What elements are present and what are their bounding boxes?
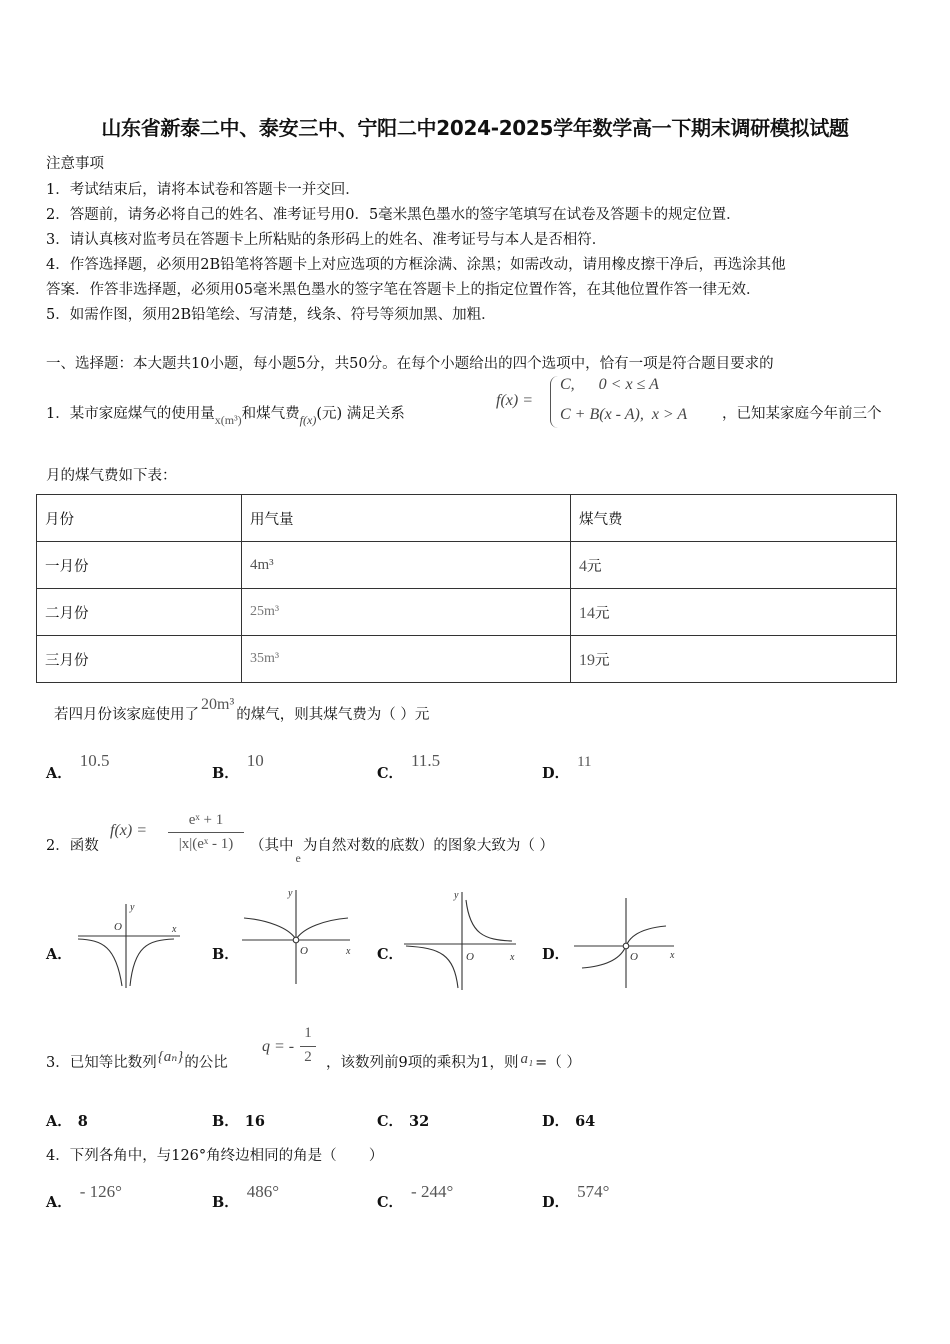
piecewise-fx: f(x) = [496,392,533,409]
table-unit: 元 [595,605,610,622]
graph-c[interactable] [400,886,524,992]
option-d[interactable]: D． [542,946,570,963]
table-row [37,589,897,636]
option-a[interactable] [46,1110,88,1131]
var-fx: f(x) [299,413,317,427]
q1-text: 和煤气费 [241,406,300,422]
option-label: D． [542,765,570,782]
curve-left [244,918,295,938]
q3-text: 已知等比数列 [69,1055,157,1071]
option-value: 11 [577,754,592,770]
origin-label: O [300,945,308,957]
table-cell [571,636,897,683]
q1-question [54,696,430,724]
table-cell [571,542,897,589]
question-number: 3． [46,1055,70,1071]
q3-a1: a₁ [520,1051,534,1067]
table-cell: 二月份 [37,589,242,636]
option-label: C． [377,1194,404,1211]
option-c[interactable]: C． [377,946,404,963]
option-value: - 126° [79,1182,122,1201]
origin-label: O [466,951,474,963]
axis-label-x: x [670,950,675,961]
graph-a[interactable] [72,896,188,992]
option-d[interactable] [542,1182,610,1212]
open-point [623,943,629,949]
open-point [293,937,299,943]
option-label: A． [46,1194,72,1211]
q3-frac-den: 2 [304,1049,312,1065]
notice-item: 5．如需作图，须用2B铅笔绘、写清楚，线条、符号等须加黑、加粗． [46,307,496,323]
page-title: 山东省新泰二中、泰安三中、宁阳二中2024-2025学年数学高一下期末调研模拟试题 [101,116,849,140]
q2-e: e [295,851,301,865]
fraction-bar [300,1046,316,1047]
q3-text [326,1051,581,1072]
table-value: 19 [579,651,595,669]
question-number: 2． [46,838,70,854]
table-cell: 4m³ [242,542,571,589]
q2-denominator: |x|(eˣ - 1) [178,836,234,852]
axis-label-x: x [346,946,351,957]
table-unit: 元 [587,558,602,575]
graph-b[interactable] [238,884,358,988]
table-header-row [37,495,897,542]
table-header: 用气量 [242,495,571,542]
piecewise-case-2: C + B(x - A), x > A [560,406,688,423]
axis-label-y: y [288,888,293,899]
question-4-line [46,1144,383,1165]
q3-text: =（ ） [535,1055,581,1071]
option-b[interactable] [212,1182,280,1212]
option-b[interactable] [212,1110,265,1131]
option-a[interactable]: A． [46,946,72,963]
notice-item: 1．考试结束后，请将本试卷和答题卡一并交回． [46,182,360,198]
option-a[interactable] [46,1182,122,1212]
notice-item: 2．答题前，请务必将自己的姓名、准考证号用0．5毫米黑色墨水的签字笔填写在试卷及答题卡的规定位置． [46,207,741,223]
section-heading: 一、选择题：本大题共10小题，每小题5分，共50分。在每个小题给出的四个选项中，恰有一项是符合题目要求的 [46,356,774,372]
option-value: 574° [577,1182,610,1201]
question-number: 4． [46,1148,70,1164]
question-1-line [46,402,405,427]
q3-text: ，该数列前9项的乘积为1，则 [326,1055,519,1071]
table-cell: 一月份 [37,542,242,589]
q1-text: (元) 满足关系 [316,406,405,422]
notice-heading: 注意事项 [46,156,104,172]
option-label: B． [212,1113,239,1130]
piecewise-case-1: C, 0 < x ≤ A [560,376,659,393]
q1-text: 月的煤气费如下表： [46,468,177,484]
table-cell: 三月份 [37,636,242,683]
table-row [37,636,897,683]
option-label: C． [377,1113,404,1130]
table-unit: 元 [595,652,610,669]
q1-amount: 20m³ [201,696,235,713]
notice-item: 4．作答选择题，必须用2B铅笔将答题卡上对应选项的方框涂满、涂黑；如需改动，请用橡皮擦干净后，再选涂其他 [46,257,786,273]
table-row [37,542,897,589]
q1-text: 的煤气，则其煤气费为（ ）元 [236,707,430,723]
option-value: 8 [77,1113,88,1130]
axis-label-y: y [130,902,135,913]
option-value: 16 [244,1113,265,1130]
curve-right [466,900,512,941]
option-label: D． [542,1113,570,1130]
option-c[interactable] [377,1110,429,1131]
q2-text [250,834,554,865]
option-c[interactable] [377,1182,454,1212]
option-d[interactable] [542,1110,595,1131]
q1-text: 某市家庭煤气的使用量 [69,406,215,422]
graph-d[interactable] [570,892,682,990]
curve-right [130,939,174,986]
gas-table [36,494,897,683]
option-label: A． [46,1113,72,1130]
axis-label-y: y [454,890,459,901]
table-value: 14 [579,604,595,622]
option-label: C． [377,765,404,782]
notice-item: 3．请认真核对监考员在答题卡上所粘贴的条形码上的姓名、准考证号与本人是否相符． [46,232,607,248]
question-2-line [46,834,99,855]
table-cell: 25m³ [242,589,571,636]
table-header: 月份 [37,495,242,542]
option-label: B． [212,765,239,782]
option-d[interactable] [542,754,592,783]
table-value: 4 [579,557,587,575]
curve-left [78,939,122,986]
curve-left [582,948,625,968]
q2-numerator: eˣ + 1 [188,812,224,828]
option-a[interactable] [46,751,110,783]
q1-text: 若四月份该家庭使用了 [54,707,199,723]
option-label: B． [212,1194,239,1211]
fraction-bar [168,832,244,833]
q2-text: 为自然对数的底数）的图象大致为（ ） [302,838,554,854]
q2-fx: f(x) = [110,822,147,839]
table-cell: 35m³ [242,636,571,683]
origin-label: O [630,951,638,963]
curve-right [627,926,666,944]
curve-right [297,918,348,938]
option-value: 64 [575,1113,596,1130]
option-value: 486° [246,1182,280,1201]
option-value: 10.5 [79,751,110,770]
q2-text: 函数 [69,838,99,854]
option-label: D． [542,1194,570,1211]
question-number: 1． [46,406,70,422]
var-x: x(m³) [214,413,242,427]
notice-item: 答案．作答非选择题，必须用05毫米黑色墨水的签字笔在答题卡上的指定位置作答，在其他位置作答一律无效． [46,282,761,298]
q3-frac-num: 1 [304,1025,312,1041]
axis-label-x: x [510,952,515,963]
option-c[interactable] [377,751,441,783]
q3-sequence: {aₙ} [157,1049,184,1065]
question-3-line [46,1051,228,1072]
option-label: A． [46,765,72,782]
option-value: 32 [409,1113,430,1130]
table-cell [571,589,897,636]
q3-q: q = - [262,1038,295,1055]
curve-left [406,946,458,988]
q1-text: ，已知某家庭今年前三个 [722,406,882,422]
option-b[interactable]: B． [212,946,239,963]
q4-text: 下列各角中，与126°角终边相同的角是（ ） [69,1148,384,1164]
option-value: 11.5 [411,751,441,770]
option-b[interactable] [212,751,264,783]
table-header: 煤气费 [571,495,897,542]
option-value: 10 [246,751,264,770]
q3-text: 的公比 [184,1055,228,1071]
q2-text: （其中 [250,838,294,854]
axis-label-x: x [172,924,177,935]
option-value: - 244° [411,1182,454,1201]
origin-label: O [114,921,122,933]
